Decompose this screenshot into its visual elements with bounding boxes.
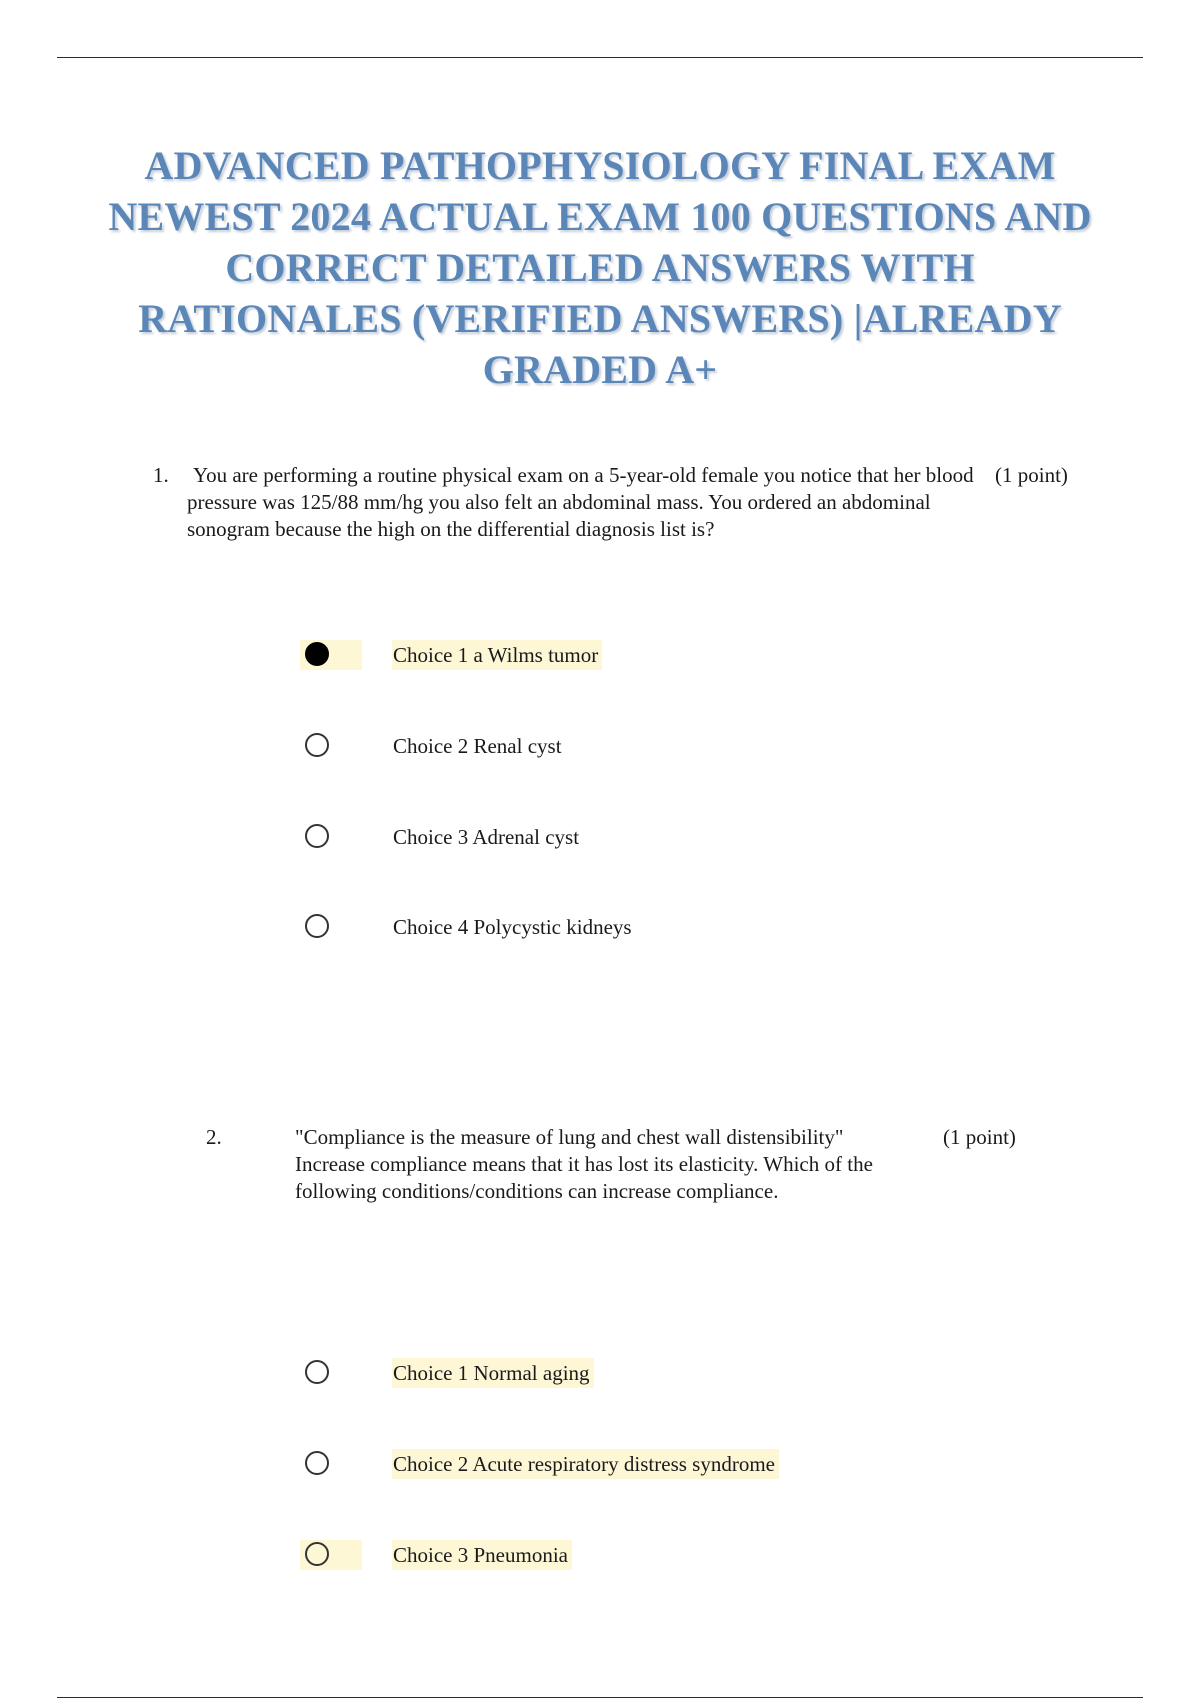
bottom-rule [57, 1697, 1143, 1698]
document-title: ADVANCED PATHOPHYSIOLOGY FINAL EXAM NEWEST 2024 ACTUAL EXAM 100 QUESTIONS AND CORRECT DETAILED ANSWERS WITH RATIONALES (VERIFIED ANSWERS) |ALREADY GRADED A+ [108, 143, 1092, 392]
question-1-choice-2[interactable] [300, 731, 1000, 763]
choice-label: Choice 3 Pneumonia [392, 1540, 572, 1570]
radio-container [300, 731, 362, 761]
question-1-choice-1[interactable] [300, 640, 1000, 672]
question-2-points: (1 point) [943, 1125, 1016, 1149]
radio-selected-icon[interactable] [305, 642, 329, 666]
radio-container [300, 1358, 362, 1388]
radio-highlight [300, 1540, 362, 1570]
radio-empty-icon[interactable] [305, 1360, 329, 1384]
radio-container [300, 822, 362, 852]
question-1-text [187, 462, 987, 543]
question-2-text: "Compliance is the measure of lung and chest wall distensibility" Increase compliance means that it has lost its elasticity. Which of the following conditions/conditions can increase compliance. [295, 1125, 873, 1203]
choice-label: Choice 4 Polycystic kidneys [393, 915, 632, 939]
question-1-points: (1 point) [995, 463, 1068, 487]
top-rule [57, 57, 1143, 58]
radio-container [300, 1449, 362, 1479]
choice-label: Choice 1 a Wilms tumor [392, 640, 602, 670]
choice-label: Choice 3 Adrenal cyst [393, 825, 580, 849]
question-1-text-body: You are performing a routine physical exam on a 5-year-old female you notice that her blood pressure was 125/88 mm/hg you also felt an abdominal mass. You ordered an abdominal sonogram because the high on the differential diagnosis list is? [187, 463, 974, 541]
question-1-choice-4[interactable] [300, 912, 1000, 944]
radio-empty-icon[interactable] [305, 1451, 329, 1475]
radio-empty-icon[interactable] [305, 1542, 329, 1566]
question-2-choice-1[interactable] [300, 1358, 1000, 1390]
question-1-number: 1. [153, 463, 169, 487]
choice-label: Choice 2 Acute respiratory distress syndrome [392, 1449, 779, 1479]
question-2-choice-2[interactable] [300, 1449, 1000, 1481]
radio-container [300, 912, 362, 942]
question-2-choice-3[interactable] [300, 1540, 1000, 1572]
question-1-choice-3[interactable] [300, 822, 1000, 854]
choice-label: Choice 2 Renal cyst [393, 734, 562, 758]
radio-highlight [300, 640, 362, 670]
radio-empty-icon[interactable] [305, 733, 329, 757]
choice-label: Choice 1 Normal aging [392, 1358, 594, 1388]
radio-empty-icon[interactable] [305, 914, 329, 938]
radio-empty-icon[interactable] [305, 824, 329, 848]
question-2-number: 2. [206, 1125, 222, 1149]
